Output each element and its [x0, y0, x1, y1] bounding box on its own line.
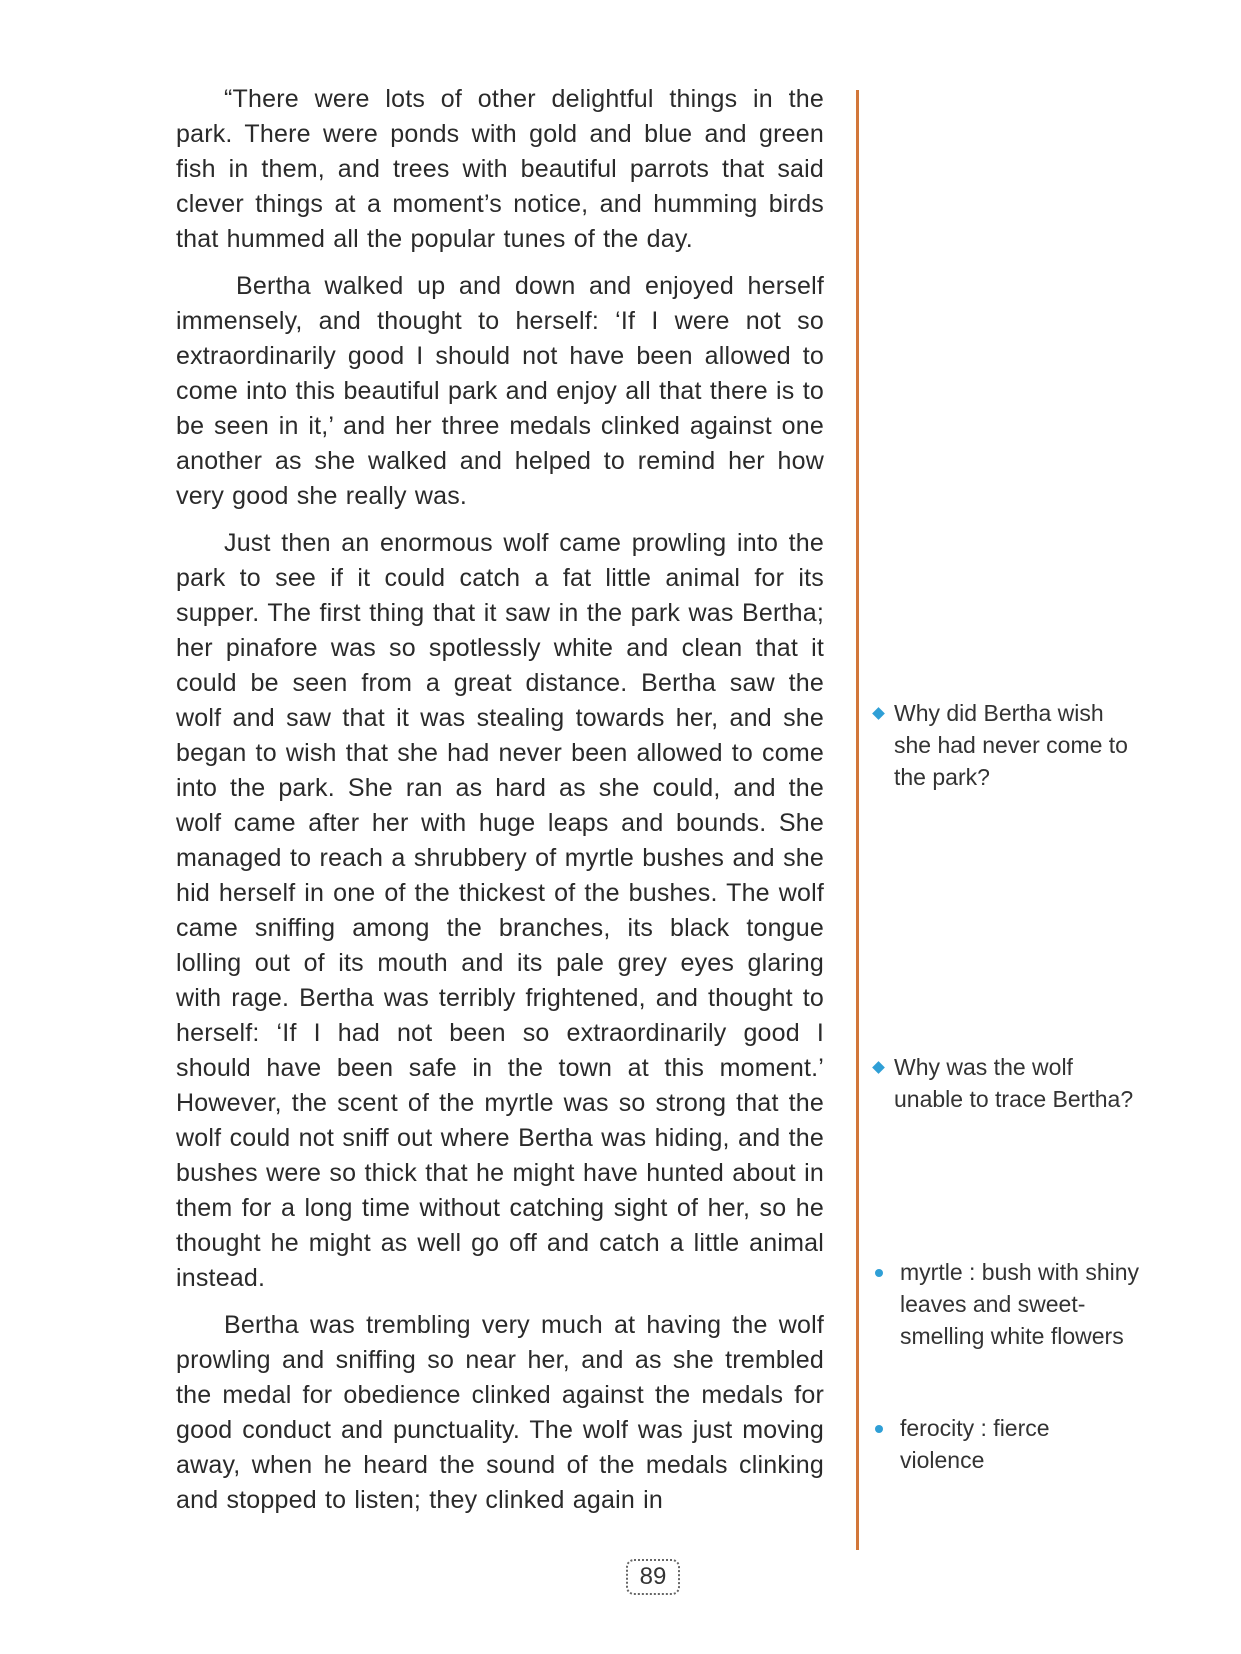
main-text-column — [176, 82, 824, 1530]
paragraph-2: Bertha walked up and down and enjoyed herself immensely, and thought to herself: ‘If I were not so extraordinarily good I should not have been allowed to come into this beautiful park and enjoy all that there is to be seen in it,’ and her three medals clinked against one another as she walked and helped to remind her how very good she really was. — [176, 272, 824, 510]
question-item — [870, 1051, 1140, 1115]
question-text: Why did Bertha wish she had never come to the park? — [894, 700, 1128, 790]
dot-bullet-icon — [875, 1269, 883, 1277]
margin-divider — [856, 90, 859, 1550]
diamond-bullet-icon — [872, 707, 885, 720]
diamond-bullet-icon — [872, 1061, 885, 1074]
dot-bullet-icon — [875, 1425, 883, 1433]
question-text: Why was the wolf unable to trace Bertha? — [894, 1054, 1134, 1112]
paragraph-3: Just then an enormous wolf came prowling into the park to see if it could catch a fat little animal for its supper. The first thing that it saw in the park was Bertha; her pinafore was so spotlessly white and clean that it could be seen from a great distance. Bertha saw the wolf and saw that it was stealing towards her, and she began to wish that she had never been allowed to come into the park. She ran as hard as she could, and the wolf came after her with huge leaps and bounds. She managed to reach a shrubbery of myrtle bushes and she hid herself in one of the thickest of the bushes. The wolf came sniffing among the branches, its black tongue lolling out of its mouth and its pale grey eyes glaring with rage. Bertha was terribly frightened, and thought to herself: ‘If I had not been so extraordinarily good I should have been safe in the town at this moment.’ However, the scent of the myrtle was so strong that the wolf could not sniff out where Bertha was hiding, and the bushes were so thick that he might have hunted about in them for a long time without catching sight of her, so he thought he might as well go off and catch a little animal instead. — [176, 529, 824, 1292]
glossary-item — [870, 1412, 1140, 1476]
paragraph-1: “There were lots of other delightful things in the park. There were ponds with gold and blue and green fish in them, and trees with beautiful parrots that said clever things at a moment’s notice, and humming birds that hummed all the popular tunes of the day. — [176, 85, 824, 253]
page-number: 89 — [626, 1559, 680, 1595]
sidebar-question-2 — [870, 1051, 1140, 1115]
question-item — [870, 697, 1140, 793]
glossary-item — [870, 1256, 1140, 1352]
paragraph-4: Bertha was trembling very much at having the wolf prowling and sniffing so near her, and as she trembled the medal for obedience clinked against the medals for good conduct and punctuality. The wolf was just moving away, when he heard the sound of the medals clinking and stopped to listen; they clinked again in — [176, 1311, 824, 1514]
glossary-text: ferocity : fierce violence — [900, 1415, 1050, 1473]
sidebar-glossary-1 — [870, 1256, 1140, 1352]
sidebar-question-1 — [870, 697, 1140, 793]
sidebar-glossary-2 — [870, 1412, 1140, 1476]
glossary-text: myrtle : bush with shiny leaves and sweet-smelling white flowers — [900, 1259, 1140, 1349]
